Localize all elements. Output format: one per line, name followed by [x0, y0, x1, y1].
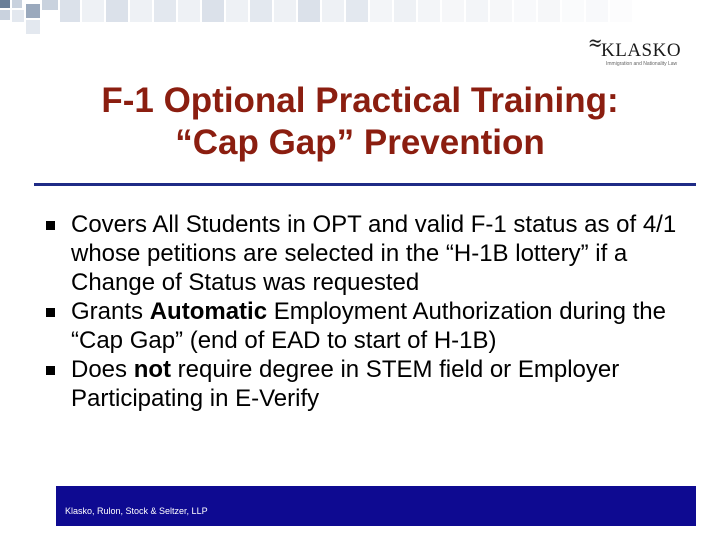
- bullet-item: [48, 355, 703, 413]
- grid-square: [298, 0, 320, 22]
- grid-square: [42, 0, 58, 10]
- header-grid-decoration: [0, 0, 720, 34]
- bullet-text-run: Grants: [71, 298, 150, 325]
- footer-firm-name: Klasko, Rulon, Stock & Seltzer, LLP: [65, 506, 208, 516]
- slide-title-line-2: “Cap Gap” Prevention: [175, 123, 545, 162]
- grid-square: [130, 0, 152, 22]
- grid-square: [370, 0, 392, 22]
- grid-square: [562, 0, 584, 22]
- grid-square: [0, 10, 10, 20]
- logo-wave-icon: ≈: [587, 31, 603, 56]
- grid-square: [226, 0, 248, 22]
- bullet-emphasis: Automatic: [149, 298, 268, 325]
- bullet-text-run: Does: [71, 356, 134, 383]
- bullet-text-run: Covers All Students in OPT and valid F-1 status as of 4/1 whose petitions are selected in the “H-1B lottery” if a Change of Status was requested: [71, 211, 677, 296]
- square-bullet-icon: [46, 308, 55, 317]
- bullet-text: [71, 297, 703, 355]
- grid-square: [26, 20, 40, 34]
- grid-square: [202, 0, 224, 22]
- bullet-text: [71, 355, 703, 413]
- grid-square: [322, 0, 344, 22]
- grid-square: [178, 0, 200, 22]
- grid-square: [346, 0, 368, 22]
- bullet-item: [48, 210, 703, 297]
- bullet-text-run: require degree in STEM field or Employer Participating in E-Verify: [71, 356, 620, 412]
- square-bullet-icon: [46, 366, 55, 375]
- klasko-logo: [586, 33, 696, 73]
- bullet-item: [48, 297, 703, 355]
- grid-square: [538, 0, 560, 22]
- grid-square: [60, 0, 80, 22]
- grid-square: [12, 0, 22, 8]
- bullet-text-run: Employment Authorization during the “Cap Gap” (end of EAD to start of H-1B): [71, 298, 666, 354]
- square-bullet-icon: [46, 221, 55, 230]
- grid-square: [442, 0, 464, 22]
- grid-square: [82, 0, 104, 22]
- grid-square: [274, 0, 296, 22]
- grid-square: [418, 0, 440, 22]
- grid-square: [490, 0, 512, 22]
- grid-square: [610, 0, 632, 22]
- grid-square: [466, 0, 488, 22]
- grid-square: [26, 4, 40, 18]
- grid-square: [586, 0, 608, 22]
- bullet-emphasis: not: [133, 356, 172, 383]
- footer-bar: [56, 486, 696, 526]
- logo-wordmark: KLASKO: [601, 40, 682, 61]
- slide-title-line-1: F-1 Optional Practical Training:: [101, 81, 619, 120]
- title-divider: [34, 183, 696, 186]
- logo-tagline: Immigration and Nationality Law: [606, 61, 678, 67]
- slide-title: [0, 80, 720, 164]
- grid-square: [514, 0, 536, 22]
- grid-square: [154, 0, 176, 22]
- grid-square: [0, 0, 10, 8]
- grid-square: [394, 0, 416, 22]
- bullet-list: [48, 210, 703, 413]
- grid-square: [12, 10, 24, 22]
- grid-square: [250, 0, 272, 22]
- bullet-text: [71, 210, 703, 297]
- grid-square: [106, 0, 128, 22]
